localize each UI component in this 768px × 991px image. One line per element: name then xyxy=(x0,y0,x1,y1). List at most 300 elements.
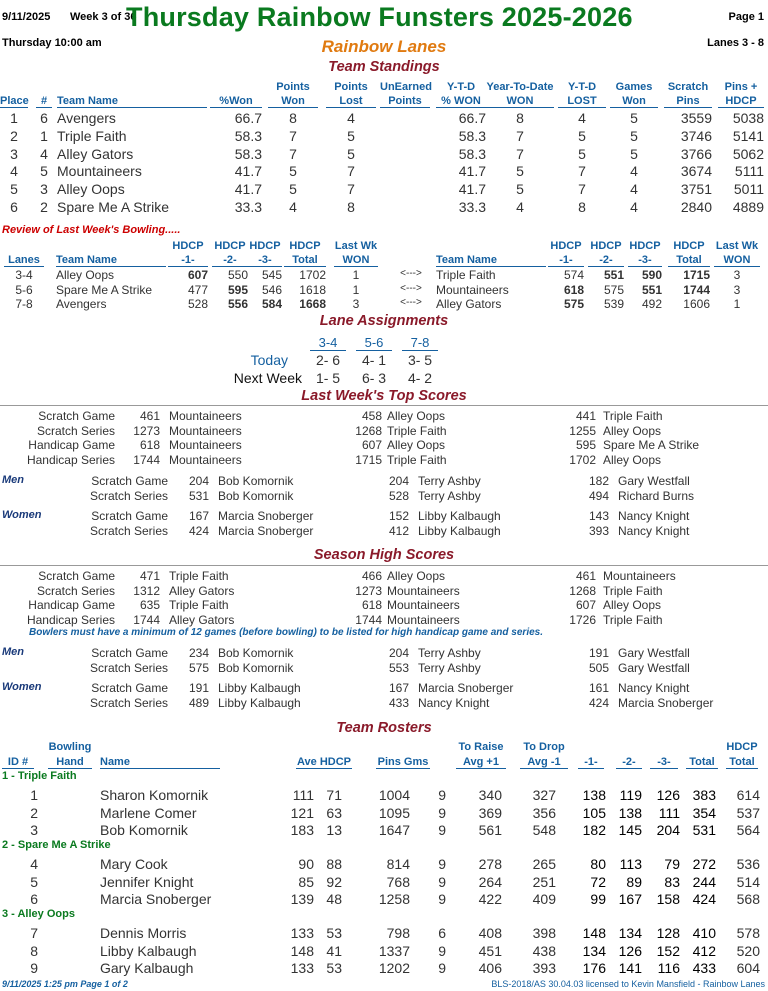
roster-cell: 561 xyxy=(478,822,502,838)
roster-cell: 9 xyxy=(438,960,446,976)
bowler-name: Nancy Knight xyxy=(618,681,690,695)
team-name: Avengers xyxy=(57,110,116,126)
standings-cell: 58.3 xyxy=(458,127,486,144)
team-name: Alley Gators xyxy=(57,145,134,162)
bowler-name: Terry Ashby xyxy=(418,646,481,660)
roster-col-head: To Drop xyxy=(523,741,565,753)
review-cell: Triple Faith xyxy=(436,268,496,282)
assign-next: 6- 3 xyxy=(361,370,387,386)
score-value: 618 xyxy=(139,438,160,452)
standings-col-head: # xyxy=(36,95,52,108)
review-cell: 7-8 xyxy=(15,297,33,311)
bowling-center: Rainbow Lanes xyxy=(321,37,447,56)
review-cell: 3 xyxy=(352,297,360,311)
review-cell: 595 xyxy=(227,282,248,297)
roster-col-head: -3- xyxy=(650,756,678,769)
score-team: Alley Oops xyxy=(603,598,662,612)
team-name: Triple Faith xyxy=(57,127,127,144)
roster-cell: 111 xyxy=(658,804,680,821)
bowler-name: Marcia Snoberger xyxy=(418,681,514,695)
roster-col-head: Total xyxy=(726,756,758,769)
roster-cell: 90 xyxy=(298,856,314,872)
roster-cell: 604 xyxy=(736,960,760,976)
bowler-name: Libby Kalbaugh xyxy=(100,942,197,959)
team-name: Mountaineers xyxy=(57,163,142,180)
standings-cell: 1 xyxy=(10,110,18,126)
standings-col-head: Won xyxy=(268,95,318,108)
roster-cell: 148 xyxy=(290,942,314,959)
roster-cell: 99 xyxy=(590,891,606,907)
score-value: 143 xyxy=(588,509,609,523)
review-col-head: -3- xyxy=(248,254,282,267)
bowler-name: Marcia Snoberger xyxy=(218,509,314,523)
roster-cell: 139 xyxy=(290,891,314,907)
standings-cell: 8 xyxy=(289,110,297,126)
score-value: 471 xyxy=(139,569,160,583)
score-team: Triple Faith xyxy=(387,423,447,438)
roster-cell: 126 xyxy=(618,942,642,959)
standings-col-head: Points xyxy=(380,95,430,108)
score-team: Triple Faith xyxy=(169,569,229,583)
roster-cell: 272 xyxy=(692,856,716,872)
footer-right: BLS-2018/AS 30.04.03 licensed to Kevin Mansfield - Rainbow Lanes xyxy=(491,979,765,989)
gender-label: Men xyxy=(2,646,24,658)
roster-cell: 422 xyxy=(478,891,502,907)
score-value: 553 xyxy=(388,660,409,675)
standings-cell: 3746 xyxy=(680,127,712,144)
standings-cell: 5 xyxy=(630,127,638,144)
bowler-name: Nancy Knight xyxy=(418,695,490,710)
review-col-head: Last Wk xyxy=(334,240,378,252)
standings-cell: 5 xyxy=(347,127,355,144)
score-value: 635 xyxy=(139,598,160,612)
roster-cell: 251 xyxy=(532,873,556,890)
roster-cell: 433 xyxy=(692,960,716,976)
standings-col-head: Place xyxy=(0,95,29,107)
bowler-name: Marlene Comer xyxy=(100,804,197,821)
review-cell: 618 xyxy=(563,282,584,297)
roster-col-head: Hand xyxy=(48,756,92,769)
score-label: Scratch Series xyxy=(89,488,168,503)
bowler-name: Marcia Snoberger xyxy=(618,695,714,710)
standings-cell: 7 xyxy=(578,181,586,198)
score-label: Scratch Game xyxy=(91,681,168,695)
review-col-head: -2- xyxy=(588,254,624,267)
roster-cell: 141 xyxy=(618,960,642,976)
standings-cell: 5111 xyxy=(734,163,764,180)
roster-cell: 1647 xyxy=(378,822,410,838)
standings-cell: 5 xyxy=(630,110,638,126)
roster-cell: 176 xyxy=(582,960,606,976)
review-col-head: HDCP xyxy=(289,240,321,252)
score-team: Triple Faith xyxy=(387,452,447,467)
standings-cell: 5141 xyxy=(732,127,764,144)
roster-cell: 520 xyxy=(736,942,760,959)
review-cell: 3 xyxy=(733,268,741,282)
standings-cell: 2 xyxy=(10,127,18,144)
roster-cell: 121 xyxy=(290,804,314,821)
score-value: 607 xyxy=(361,438,382,452)
score-value: 1268 xyxy=(355,423,382,438)
roster-cell: 6 xyxy=(30,891,38,907)
standings-cell: 4 xyxy=(10,163,18,180)
score-value: 433 xyxy=(388,695,409,710)
review-cell: 545 xyxy=(261,268,282,282)
roster-cell: 53 xyxy=(326,925,342,941)
score-team: Mountaineers xyxy=(603,569,676,583)
standings-cell: 58.3 xyxy=(234,145,262,162)
assign-next: 1- 5 xyxy=(315,370,341,386)
roster-team-name: 3 - Alley Oops xyxy=(2,908,75,920)
score-value: 191 xyxy=(188,681,209,695)
review-col-head: -2- xyxy=(212,254,248,267)
standings-cell: 41.7 xyxy=(458,181,486,198)
bowler-name: Mary Cook xyxy=(100,856,168,872)
score-value: 1273 xyxy=(133,423,160,438)
score-value: 1702 xyxy=(569,452,596,467)
score-value: 505 xyxy=(588,660,609,675)
league-title: Thursday Rainbow Funsters 2025-2026 xyxy=(126,2,633,32)
review-col-head: Last Wk xyxy=(715,240,759,252)
day-time: Thursday 10:00 am xyxy=(2,37,102,49)
review-col-head: Lanes xyxy=(4,254,44,267)
review-cell: 3-4 xyxy=(15,268,33,282)
roster-cell: 4 xyxy=(30,856,38,872)
roster-cell: 72 xyxy=(590,873,606,890)
roster-cell: 9 xyxy=(438,804,446,821)
roster-cell: 167 xyxy=(618,891,642,907)
review-cell: Spare Me A Strike xyxy=(56,282,153,297)
review-cell: 1744 xyxy=(683,282,710,297)
bowler-name: Richard Burns xyxy=(618,488,695,503)
standings-cell: 8 xyxy=(347,199,355,215)
assignments-title: Lane Assignments xyxy=(319,313,449,329)
standings-cell: 7 xyxy=(578,163,586,180)
roster-cell: 383 xyxy=(692,787,716,803)
review-col-head: Team Name xyxy=(56,254,166,267)
assign-today: 4- 1 xyxy=(361,352,387,368)
gender-label: Men xyxy=(2,474,24,486)
roster-cell: 265 xyxy=(532,856,556,872)
bowler-name: Gary Kalbaugh xyxy=(100,960,194,976)
review-col-head: -3- xyxy=(628,254,662,267)
roster-cell: 80 xyxy=(590,856,606,872)
standings-cell: 4 xyxy=(289,199,297,215)
review-col-head: Total xyxy=(668,254,710,267)
roster-cell: 354 xyxy=(692,804,716,821)
score-label: Scratch Game xyxy=(91,509,168,523)
standings-col-head: LOST xyxy=(558,95,606,108)
bowler-name: Terry Ashby xyxy=(418,474,481,488)
review-cell: 1668 xyxy=(299,297,326,311)
bowler-name: Bob Komornik xyxy=(218,660,294,675)
gender-label: Women xyxy=(2,509,42,521)
roster-cell: 369 xyxy=(478,804,502,821)
roster-cell: 514 xyxy=(736,873,760,890)
roster-cell: 113 xyxy=(619,856,642,872)
roster-cell: 327 xyxy=(532,787,556,803)
standings-col-head: Year-To-Date xyxy=(486,81,554,93)
review-cell: 575 xyxy=(563,297,584,311)
standings-cell: 7 xyxy=(289,127,297,144)
score-value: 182 xyxy=(588,474,609,488)
standings-cell: 8 xyxy=(516,110,524,126)
roster-cell: 531 xyxy=(692,822,716,838)
standings-cell: 7 xyxy=(347,163,355,180)
roster-cell: 244 xyxy=(692,873,716,890)
review-col-head: HDCP xyxy=(172,240,204,252)
assign-today: 2- 6 xyxy=(315,352,341,368)
score-label: Scratch Game xyxy=(38,409,115,423)
review-cell: 477 xyxy=(187,282,208,297)
standings-cell: 5 xyxy=(516,163,524,180)
score-team: Triple Faith xyxy=(603,612,663,627)
season-note: Bowlers must have a minimum of 12 games (before bowling) to be listed for high handicap game and series. xyxy=(29,627,543,638)
standings-cell: 4 xyxy=(347,110,355,126)
roster-cell: 264 xyxy=(478,873,502,890)
roster-cell: 398 xyxy=(532,925,556,941)
roster-cell: 2 xyxy=(30,804,38,821)
roster-cell: 537 xyxy=(736,804,760,821)
standings-cell: 7 xyxy=(289,145,297,162)
standings-col-head: Points xyxy=(334,81,368,93)
season-high-title: Season High Scores xyxy=(313,547,455,563)
score-value: 489 xyxy=(188,695,209,710)
roster-col-head: Pins Gms xyxy=(377,756,429,768)
roster-cell: 13 xyxy=(326,822,342,838)
standings-cell: 2840 xyxy=(680,199,712,215)
roster-cell: 340 xyxy=(478,787,502,803)
standings-cell: 8 xyxy=(578,199,586,215)
score-team: Alley Oops xyxy=(387,409,446,423)
score-label: Handicap Series xyxy=(26,452,115,467)
standings-col-head: Lost xyxy=(326,95,376,108)
score-value: 607 xyxy=(575,598,596,612)
roster-cell: 1 xyxy=(30,787,38,803)
review-cell: 1715 xyxy=(683,268,710,282)
roster-cell: 1004 xyxy=(378,787,410,803)
standings-cell: 2 xyxy=(40,199,48,215)
standings-cell: 7 xyxy=(516,127,524,144)
team-name: Alley Oops xyxy=(57,181,125,198)
score-value: 204 xyxy=(388,646,409,660)
standings-cell: 4 xyxy=(578,110,586,126)
roster-cell: 8 xyxy=(30,942,38,959)
top-scores-title: Last Week's Top Scores xyxy=(301,388,467,404)
score-team: Alley Oops xyxy=(387,438,446,452)
standings-cell: 4 xyxy=(516,199,524,215)
roster-col-head: Avg -1 xyxy=(520,756,568,769)
standings-cell: 66.7 xyxy=(234,110,262,126)
roster-col-head: Total xyxy=(686,756,718,769)
score-value: 1255 xyxy=(569,423,596,438)
standings-col-head: HDCP xyxy=(718,95,764,108)
roster-cell: 5 xyxy=(30,873,38,890)
score-team: Mountaineers xyxy=(387,612,460,627)
review-title: Review of Last Week's Bowling..... xyxy=(2,224,181,236)
roster-cell: 356 xyxy=(532,804,556,821)
roster-cell: 9 xyxy=(30,960,38,976)
roster-cell: 79 xyxy=(664,856,680,872)
review-col-head: HDCP xyxy=(249,240,281,252)
bowler-name: Nancy Knight xyxy=(618,523,690,538)
roster-cell: 564 xyxy=(736,822,760,838)
standings-cell: 4 xyxy=(630,199,638,215)
standings-cell: 5 xyxy=(347,145,355,162)
score-value: 412 xyxy=(388,523,409,538)
score-value: 161 xyxy=(588,681,609,695)
roster-cell: 9 xyxy=(438,942,446,959)
standings-cell: 5 xyxy=(289,163,297,180)
score-value: 1273 xyxy=(355,583,382,598)
standings-cell: 3 xyxy=(10,145,18,162)
score-team: Mountaineers xyxy=(169,438,242,452)
roster-cell: 1258 xyxy=(378,891,410,907)
standings-cell: 4 xyxy=(630,181,638,198)
score-team: Triple Faith xyxy=(169,598,229,612)
score-value: 528 xyxy=(388,488,409,503)
score-value: 466 xyxy=(361,569,382,583)
standings-cell: 3751 xyxy=(680,181,712,198)
review-cell: 546 xyxy=(261,282,282,297)
bowler-name: Marcia Snoberger xyxy=(218,523,314,538)
roster-col-head: -2- xyxy=(616,756,642,769)
standings-col-head: Won xyxy=(610,95,658,108)
roster-cell: 182 xyxy=(582,822,606,838)
review-cell: 574 xyxy=(563,268,584,282)
review-col-head: WON xyxy=(334,254,378,267)
roster-cell: 116 xyxy=(657,960,680,976)
roster-cell: 408 xyxy=(478,925,502,941)
review-col-head: Team Name xyxy=(436,254,546,267)
roster-col-head: Name xyxy=(100,756,220,769)
roster-cell: 6 xyxy=(438,925,446,941)
review-cell: 1618 xyxy=(299,282,326,297)
score-value: 204 xyxy=(388,474,409,488)
standings-cell: 6 xyxy=(10,199,18,215)
roster-cell: 9 xyxy=(438,787,446,803)
standings-cell: 1 xyxy=(40,127,48,144)
roster-cell: 204 xyxy=(656,822,680,838)
roster-cell: 768 xyxy=(386,873,410,890)
standings-cell: 5 xyxy=(630,145,638,162)
standings-col-head: Team Name xyxy=(57,95,207,108)
standings-cell: 58.3 xyxy=(458,145,486,162)
score-value: 1715 xyxy=(355,452,382,467)
standings-cell: 5 xyxy=(289,181,297,198)
review-cell: 1 xyxy=(733,297,741,311)
score-team: Mountaineers xyxy=(387,583,460,598)
roster-cell: 134 xyxy=(618,925,642,941)
review-cell: 528 xyxy=(187,297,208,311)
score-value: 234 xyxy=(188,646,209,660)
roster-cell: 1095 xyxy=(378,804,410,821)
standings-col-head: Games xyxy=(615,81,653,93)
roster-cell: 158 xyxy=(656,891,680,907)
standings-cell: 5038 xyxy=(732,110,764,126)
bowler-name: Libby Kalbaugh xyxy=(218,695,301,710)
standings-col-head: UnEarned xyxy=(380,81,432,93)
versus-arrow: <---> xyxy=(400,297,422,308)
score-label: Scratch Series xyxy=(36,423,115,438)
standings-cell: 7 xyxy=(347,181,355,198)
roster-col-head: Ave HDCP xyxy=(297,756,351,768)
standings-cell: 3766 xyxy=(680,145,712,162)
score-team: Mountaineers xyxy=(387,598,460,612)
standings-cell: 5011 xyxy=(733,181,764,198)
score-team: Alley Oops xyxy=(387,569,446,583)
roster-cell: 134 xyxy=(582,942,606,959)
versus-arrow: <---> xyxy=(400,268,422,279)
bowler-name: Libby Kalbaugh xyxy=(418,509,501,523)
score-value: 458 xyxy=(361,409,382,423)
bowler-name: Gary Westfall xyxy=(618,660,690,675)
bowler-name: Gary Westfall xyxy=(618,646,690,660)
review-col-head: HDCP xyxy=(214,240,246,252)
review-col-head: HDCP xyxy=(673,240,705,252)
score-value: 167 xyxy=(188,509,209,523)
score-label: Scratch Series xyxy=(89,523,168,538)
roster-cell: 111 xyxy=(292,787,314,803)
roster-cell: 451 xyxy=(478,942,502,959)
bowler-name: Jennifer Knight xyxy=(100,873,194,890)
standings-col-head: %Won xyxy=(210,95,262,108)
roster-cell: 145 xyxy=(618,822,642,838)
roster-col-head: -1- xyxy=(578,756,604,769)
score-label: Scratch Series xyxy=(89,695,168,710)
standings-cell: 6 xyxy=(40,110,48,126)
score-value: 494 xyxy=(588,488,609,503)
score-value: 424 xyxy=(188,523,209,538)
roster-cell: 412 xyxy=(692,942,716,959)
bowler-name: Bob Komornik xyxy=(218,474,294,488)
score-team: Alley Gators xyxy=(169,583,235,598)
standings-col-head: Y-T-D xyxy=(446,81,476,93)
score-value: 1268 xyxy=(569,583,596,598)
roster-cell: 568 xyxy=(736,891,760,907)
score-team: Alley Gators xyxy=(169,612,235,627)
standings-col-head: WON xyxy=(486,95,554,108)
score-label: Handicap Game xyxy=(28,438,115,452)
review-cell: Alley Oops xyxy=(56,268,115,282)
roster-col-head: To Raise xyxy=(458,741,504,753)
standings-col-head: % WON xyxy=(436,95,486,108)
roster-cell: 126 xyxy=(656,787,680,803)
standings-cell: 4889 xyxy=(732,199,764,215)
standings-title: Team Standings xyxy=(328,59,440,75)
score-label: Scratch Game xyxy=(38,569,115,583)
standings-cell: 33.3 xyxy=(458,199,486,215)
standings-cell: 7 xyxy=(516,145,524,162)
footer-left: 9/11/2025 1:25 pm Page 1 of 2 xyxy=(2,979,128,989)
score-label: Scratch Series xyxy=(89,660,168,675)
score-value: 461 xyxy=(139,409,160,423)
roster-cell: 814 xyxy=(386,856,410,872)
score-value: 1726 xyxy=(569,612,596,627)
roster-cell: 548 xyxy=(532,822,556,838)
score-value: 1312 xyxy=(133,583,160,598)
roster-cell: 63 xyxy=(326,804,342,821)
bowler-name: Gary Westfall xyxy=(618,474,690,488)
roster-cell: 133 xyxy=(290,960,314,976)
roster-col-head: Bowling xyxy=(48,741,92,753)
review-cell: 590 xyxy=(641,268,662,282)
roster-cell: 9 xyxy=(438,891,446,907)
roster-cell: 89 xyxy=(626,873,642,890)
review-cell: 584 xyxy=(261,297,282,311)
bowler-name: Libby Kalbaugh xyxy=(418,523,501,538)
roster-cell: 148 xyxy=(582,925,606,941)
